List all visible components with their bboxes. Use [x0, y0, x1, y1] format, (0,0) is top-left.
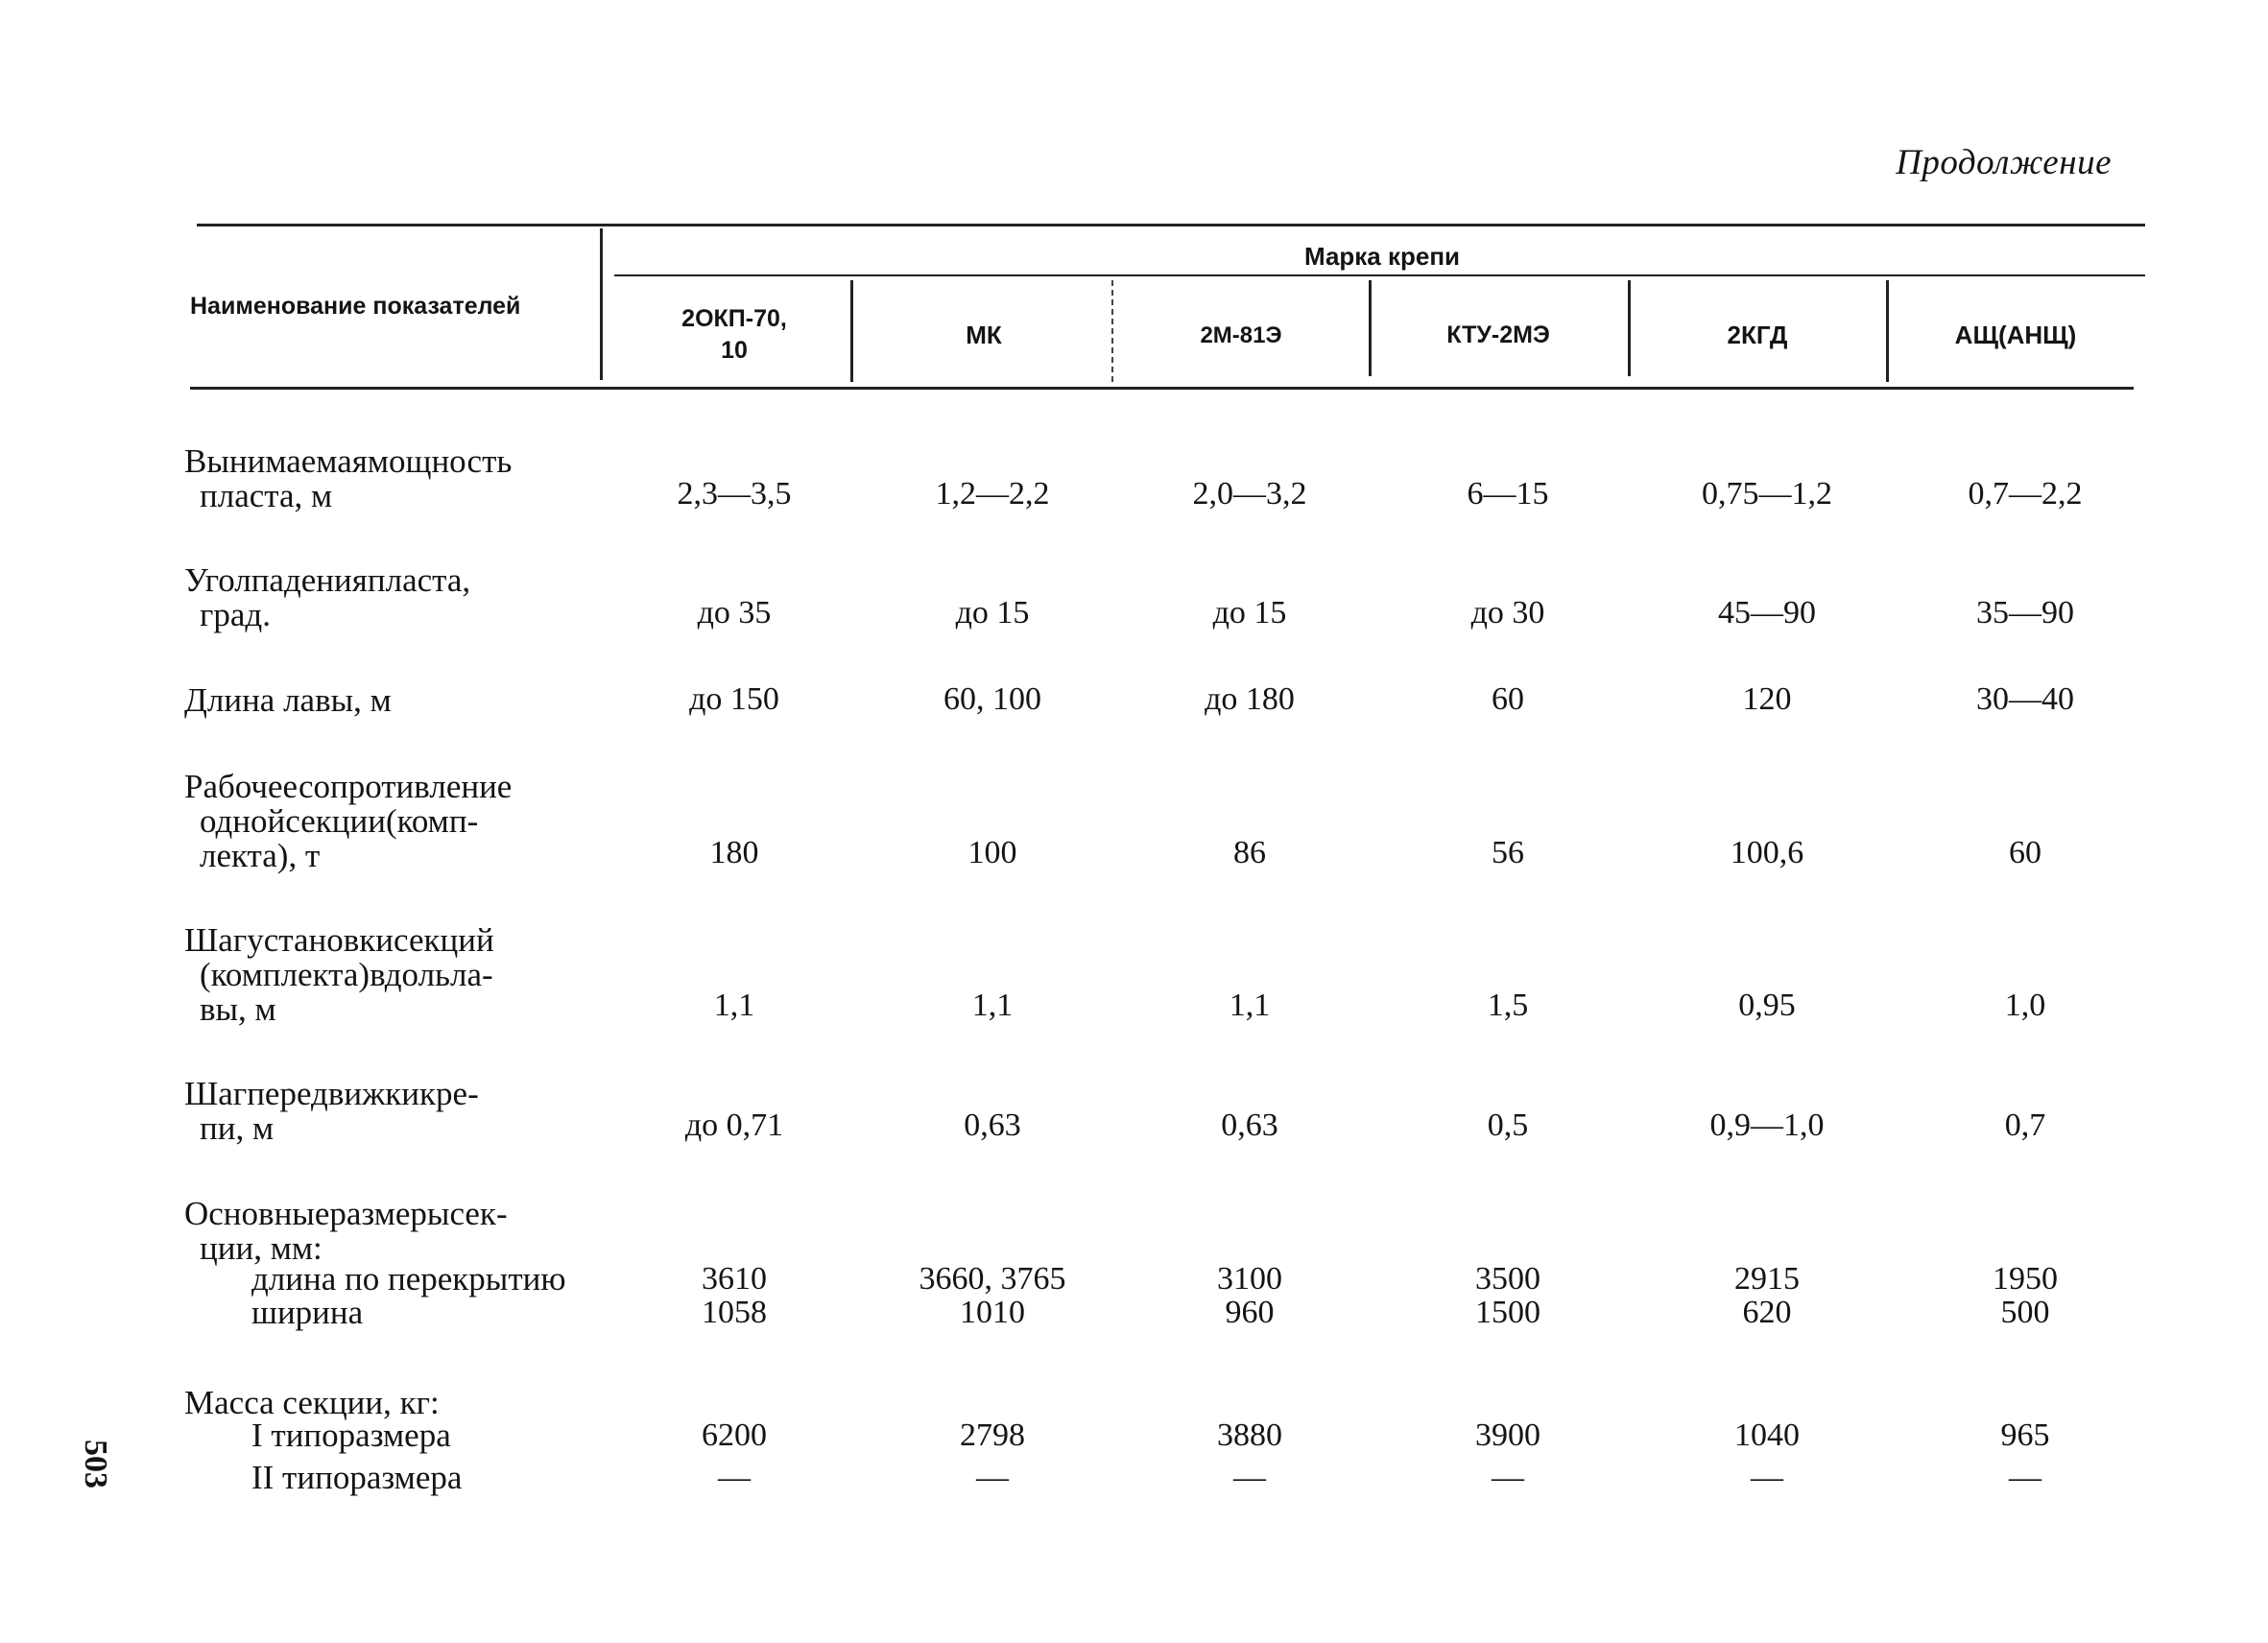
cell-value: 1,1 [1229, 988, 1271, 1023]
row-label-line: ции, мм: [200, 1229, 322, 1267]
row-label-line: однойсекции(комп- [200, 802, 479, 840]
cell-value: до 15 [1212, 595, 1287, 631]
cell-value: 3100 [1217, 1261, 1282, 1297]
row-label-1 [184, 563, 597, 632]
header-group: Марка крепи [1303, 242, 1461, 271]
cell-value: до 30 [1470, 595, 1545, 631]
cell-value: 60 [1492, 681, 1524, 717]
cell-value: 60 [2009, 835, 2041, 870]
cell-value: 1010 [960, 1295, 1025, 1330]
header-col-2: 2М-81Э [1200, 321, 1282, 348]
cell-value: 3900 [1475, 1417, 1540, 1453]
cell-value: — [1233, 1460, 1266, 1495]
row-label-line: пласта, м [200, 477, 333, 514]
cell-value: 0,75—1,2 [1702, 476, 1832, 512]
cell-value: 1,5 [1487, 988, 1529, 1023]
page-number: 503 [78, 1440, 113, 1488]
col-divider-4 [1628, 280, 1631, 376]
sub-row-label: I типоразмера [251, 1417, 451, 1454]
cell-value: — [1492, 1460, 1524, 1495]
cell-value: 100,6 [1730, 835, 1804, 870]
row-label-line: лекта), т [200, 837, 321, 874]
cell-value: 0,7—2,2 [1968, 476, 2083, 512]
cell-value: 1058 [702, 1295, 767, 1330]
cell-value: до 35 [697, 595, 772, 631]
row-label-0 [184, 444, 597, 513]
cell-value: 0,63 [1221, 1107, 1278, 1143]
cell-value: 1,0 [2004, 988, 2046, 1023]
cell-value: — [1751, 1460, 1783, 1495]
cell-value: 3660, 3765 [919, 1261, 1066, 1297]
col-divider-5 [1886, 280, 1889, 382]
cell-value: 2915 [1734, 1261, 1800, 1297]
col-divider-3 [1369, 280, 1372, 376]
cell-value: 1040 [1734, 1417, 1800, 1453]
row-label-line: (комплекта)вдольла- [200, 956, 493, 993]
table-top-rule [197, 224, 2145, 226]
cell-value: 0,7 [2004, 1107, 2046, 1143]
sub-row-label: длина по перекрытию [251, 1260, 566, 1298]
cell-value: до 150 [689, 681, 779, 717]
cell-value: 1950 [1993, 1261, 2058, 1297]
header-bottom-rule [190, 387, 2134, 390]
cell-value: 35—90 [1976, 595, 2074, 631]
cell-value: 620 [1742, 1295, 1792, 1330]
row-label-4 [184, 923, 597, 1027]
cell-value: 2,0—3,2 [1192, 476, 1307, 512]
cell-value: 1,1 [971, 988, 1014, 1023]
name-col-divider [600, 228, 603, 380]
col-divider-1 [850, 280, 853, 382]
cell-value: 30—40 [1976, 681, 2074, 717]
row-label-line: град. [200, 596, 271, 633]
cell-value: до 0,71 [684, 1107, 784, 1143]
cell-value: 3880 [1217, 1417, 1282, 1453]
col-divider-2 [1111, 280, 1113, 382]
row-label-line: вы, м [200, 990, 276, 1028]
row-label-line: Шагпередвижкикре- [184, 1075, 479, 1112]
row-label-line: пи, м [200, 1109, 275, 1147]
row-label-line: Уголпаденияпласта, [184, 561, 471, 599]
cell-value: 0,9—1,0 [1709, 1107, 1825, 1143]
header-col-3: КТУ-2МЭ [1446, 321, 1550, 348]
row-label-line: Масса секции, кг: [184, 1384, 440, 1421]
cell-value: — [2009, 1460, 2041, 1495]
row-label-line: Вынимаемаямощность [184, 442, 513, 480]
row-label-3 [184, 770, 597, 873]
cell-value: 0,5 [1487, 1107, 1529, 1143]
row-label-2 [184, 683, 392, 718]
cell-value: — [976, 1460, 1009, 1495]
cell-value: 180 [709, 835, 759, 870]
cell-value: 120 [1742, 681, 1792, 717]
cell-value: 6—15 [1467, 476, 1549, 512]
continuation-label: Продолжение [1896, 143, 2112, 182]
cell-value: 1,1 [713, 988, 755, 1023]
cell-value: 0,63 [964, 1107, 1021, 1143]
cell-value: 1500 [1475, 1295, 1540, 1330]
cell-value: 56 [1492, 835, 1524, 870]
cell-value: 1,2—2,2 [935, 476, 1050, 512]
header-col-4: 2КГД [1727, 320, 1788, 349]
sub-row-label: ширина [251, 1294, 364, 1331]
cell-value: 0,95 [1738, 988, 1796, 1023]
cell-value: — [718, 1460, 751, 1495]
header-name-col: Наименование показателей [190, 293, 521, 320]
row-label-line: Основныеразмерысек- [184, 1195, 508, 1232]
cell-value: до 180 [1205, 681, 1295, 717]
cell-value: 45—90 [1718, 595, 1816, 631]
row-label-line: Шагустановкисекций [184, 921, 494, 959]
cell-value: 3610 [702, 1261, 767, 1297]
header-col-0: 2ОКП-70, 10 [681, 305, 787, 364]
header-col-5: АЩ(АНЩ) [1954, 320, 2077, 349]
cell-value: 86 [1233, 835, 1266, 870]
row-label-6 [184, 1197, 597, 1266]
header-col-1: МК [966, 320, 1002, 349]
group-rule [614, 274, 2145, 276]
cell-value: 6200 [702, 1417, 767, 1453]
row-label-line: Рабочеесопротивление [184, 768, 513, 805]
row-label-5 [184, 1077, 597, 1146]
sub-row-label: II типоразмера [251, 1459, 463, 1496]
cell-value: 965 [2000, 1417, 2050, 1453]
cell-value: 2798 [960, 1417, 1025, 1453]
cell-value: 3500 [1475, 1261, 1540, 1297]
cell-value: до 15 [955, 595, 1030, 631]
cell-value: 500 [2000, 1295, 2050, 1330]
cell-value: 2,3—3,5 [677, 476, 792, 512]
row-label-7 [184, 1386, 440, 1420]
cell-value: 100 [967, 835, 1017, 870]
cell-value: 60, 100 [943, 681, 1041, 717]
cell-value: 960 [1225, 1295, 1275, 1330]
row-label-line: Длина лавы, м [184, 681, 392, 719]
